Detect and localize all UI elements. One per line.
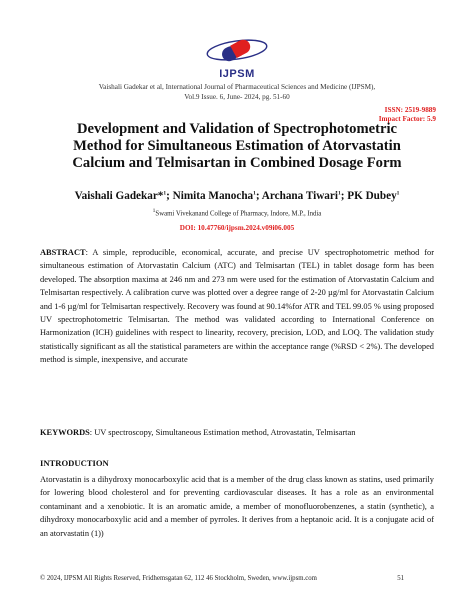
affiliation xyxy=(0,208,474,217)
section-heading-introduction: INTRODUCTION xyxy=(40,458,109,468)
affiliation-superscript: 1 xyxy=(152,208,156,214)
journal-citation-line-1: Vaishali Gadekar et al, International Journal of Pharmaceutical Sciences and Medicine (IJPSM), xyxy=(98,83,376,91)
abstract xyxy=(40,246,434,367)
author-list xyxy=(0,190,474,202)
keywords-text: : UV spectroscopy, Simultaneous Estimation method, Atrovastatin, Telmisartan xyxy=(89,428,356,437)
title-line: Development and Validation of Spectrophotometric xyxy=(77,121,397,137)
author-name: ; Nimita Manocha xyxy=(166,190,254,202)
author-name: Vaishali Gadekar* xyxy=(74,190,164,202)
impact-factor: Impact Factor: 5.9 xyxy=(378,115,436,123)
journal-citation-line-2: Vol.9 Issue. 6, June- 2024, pg. 51-60 xyxy=(184,93,290,101)
affiliation-text: Swami Vivekanand College of Pharmacy, Indore, M.P., India xyxy=(155,210,322,218)
abstract-text: : A simple, reproducible, economical, accurate, and precise UV spectrophotometric method for simultaneous estimation of Atorvastatin Calcium (ATC) and Telmisartan (TEL) in tablet dosage form has been developed. The absorption maxima at 246 nm and 273 nm were used for the estimation of Atorvastatin Calcium and Telmisartan respectively. A calibration curve was plotted over a degree range of 2-20 µg/ml for Atorvastatin Calcium and 1-6 µg/ml for Telmisartan respectively. Recovery was found at 90.14%for ATR and TEL 99.05 % using proposed UV spectrophotometric Telmisartan. The method was validated according to International Conference on Harmonization (ICH) guidelines with respect to linearity, recovery, precision, LOD, and LOQ. The validation study statistically significant as all the statistical parameters are within the acceptance range (%RSD < 2%). The developed method is simple, inexpensive, and accurate xyxy=(40,248,434,365)
author-name: ; Archana Tiwari xyxy=(255,190,338,202)
page-footer xyxy=(40,575,434,582)
copyright-text: © 2024, IJPSM All Rights Reserved, Fridhemsgatan 62, 112 46 Stockholm, Sweden, www.ijpsm.com xyxy=(40,575,317,582)
title-line: Calcium and Telmisartan in Combined Dosage Form xyxy=(72,155,402,171)
author-superscript: 1 xyxy=(396,190,400,197)
logo-text: IJPSM xyxy=(219,68,255,80)
page-number: 51 xyxy=(397,575,404,582)
issn: ISSN: 2519-9889 xyxy=(384,106,436,114)
author-superscript: 1 xyxy=(337,190,341,197)
introduction-text: Atorvastatin is a dihydroxy monocarboxylic acid that is a member of the drug class known as statins, used primarily for lowering blood cholesterol and for preventing cardiovascular diseases. It has a role as an environmental contaminant and a xenobiotic. It is an aromatic amide, a member of monofluorobenzenes, a statin (synthetic), a dihydroxy monocarboxylic acid and a member of pyrroles. It derives from a heptanoic acid. It is a conjugate acid of an atorvastatin (1)) xyxy=(40,475,434,538)
author-superscript: 1 xyxy=(163,190,167,197)
keywords xyxy=(40,427,434,439)
abstract-label: ABSTRACT xyxy=(40,248,86,257)
doi-link[interactable]: DOI: 10.47760/ijpsm.2024.v09i06.005 xyxy=(179,224,295,232)
keywords-label: KEYWORDS xyxy=(40,428,90,437)
author-superscript: 1 xyxy=(253,190,256,197)
title-line: Method for Simultaneous Estimation of Atorvastatin xyxy=(73,138,401,154)
author-name: ; PK Dubey xyxy=(340,190,397,202)
paper-title xyxy=(40,121,434,172)
